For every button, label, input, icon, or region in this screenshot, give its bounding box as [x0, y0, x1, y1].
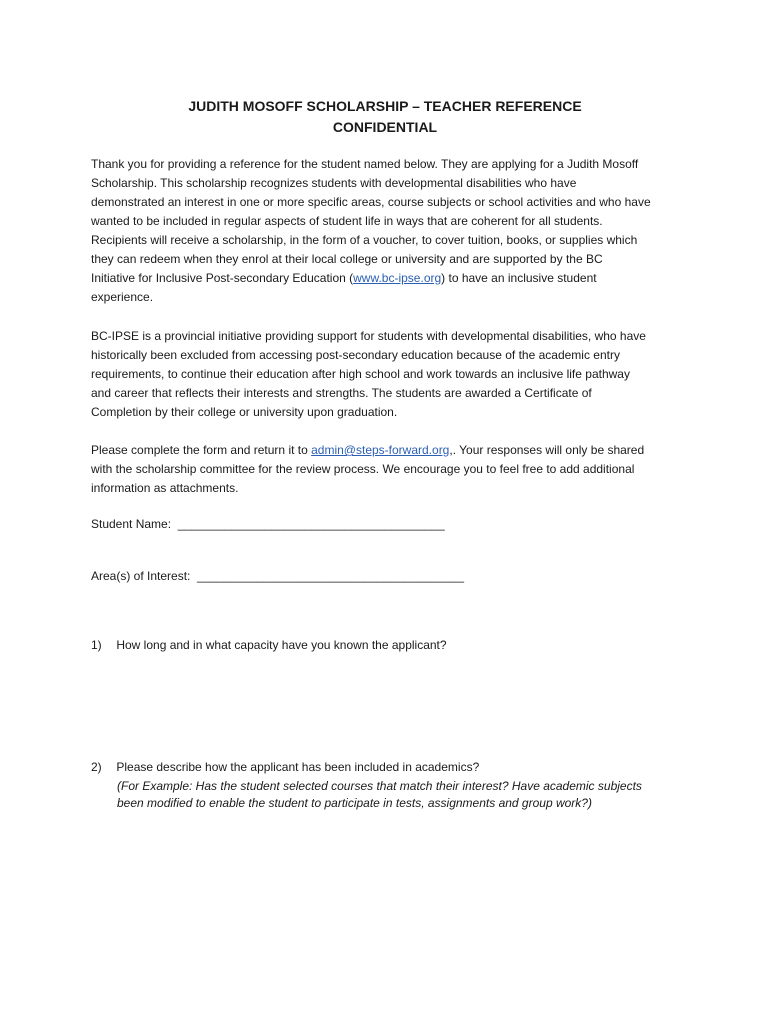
title-line-1: JUDITH MOSOFF SCHOLARSHIP – TEACHER REFERENCE	[188, 98, 582, 114]
intro-text: ) to have an inclusive student	[441, 271, 597, 285]
intro-text: Initiative for Inclusive Post-secondary Education (	[91, 271, 354, 285]
bc-ipse-line: requirements, to continue their education after high school and work towards an inclusive life pathway	[91, 367, 630, 381]
instructions-text: ,. Your responses will only be shared	[449, 443, 645, 457]
instructions-line: information as attachments.	[91, 481, 239, 495]
bc-ipse-line: and career that reflects their interests and strengths. The students are awarded a Certificate of	[91, 386, 592, 400]
question-2-example	[117, 778, 642, 812]
question-1-number: 1)	[91, 638, 102, 652]
page-title	[0, 96, 770, 138]
intro-line: Recipients will receive a scholarship, in the form of a voucher, to cover tuition, books, or supplies which	[91, 233, 638, 247]
question-2-text: Please describe how the applicant has been included in academics?	[116, 760, 480, 774]
student-name-label: Student Name:	[91, 517, 172, 531]
instructions-line-with-link	[91, 441, 701, 460]
instructions-line: with the scholarship committee for the review process. We encourage you to feel free to add additional	[91, 462, 635, 476]
intro-line: Scholarship. This scholarship recognizes students with developmental disabilities who have	[91, 176, 577, 190]
title-line-2: CONFIDENTIAL	[332, 119, 438, 135]
example-line: (For Example: Has the student selected courses that match their interest? Have academic subjects	[117, 779, 642, 793]
instructions-paragraph	[91, 441, 701, 498]
intro-line: wanted to be included in regular aspects of student life in ways that are coherent for all students.	[91, 214, 603, 228]
bc-ipse-paragraph	[91, 327, 701, 422]
intro-line: experience.	[91, 290, 154, 304]
area-of-interest-label: Area(s) of Interest:	[91, 569, 191, 583]
email-link[interactable]: admin@steps-forward.org	[311, 443, 450, 457]
intro-paragraph	[91, 155, 701, 307]
area-of-interest-blank[interactable]: ________________________________________	[197, 569, 464, 583]
instructions-text: Please complete the form and return it to	[91, 443, 312, 457]
question-1-text: How long and in what capacity have you known the applicant?	[116, 638, 447, 652]
bc-ipse-line: BC-IPSE is a provincial initiative providing support for students with developmental disabilities, who have	[91, 329, 646, 343]
example-line: been modified to enable the student to participate in tests, assignments and group work?)	[117, 796, 592, 810]
intro-line: they can redeem when they enrol at their local college or university and are supported by the BC	[91, 252, 603, 266]
student-name-blank[interactable]: ________________________________________	[177, 517, 445, 531]
bc-ipse-line: historically been excluded from accessing post-secondary education because of the academic entry	[91, 348, 620, 362]
bc-ipse-line: Completion by their college or university upon graduation.	[91, 405, 398, 419]
intro-line: Thank you for providing a reference for the student named below. They are applying for a Judith Mosoff	[91, 157, 639, 171]
intro-line: demonstrated an interest in one or more specific areas, course subjects or school activities and who have	[91, 195, 651, 209]
question-2-number: 2)	[91, 760, 102, 774]
question-1	[91, 638, 447, 652]
intro-line-with-link	[91, 269, 701, 288]
question-2	[91, 760, 479, 774]
student-name-field	[91, 517, 445, 531]
bc-ipse-link[interactable]: www.bc-ipse.org	[353, 271, 442, 285]
area-of-interest-field	[91, 569, 464, 583]
